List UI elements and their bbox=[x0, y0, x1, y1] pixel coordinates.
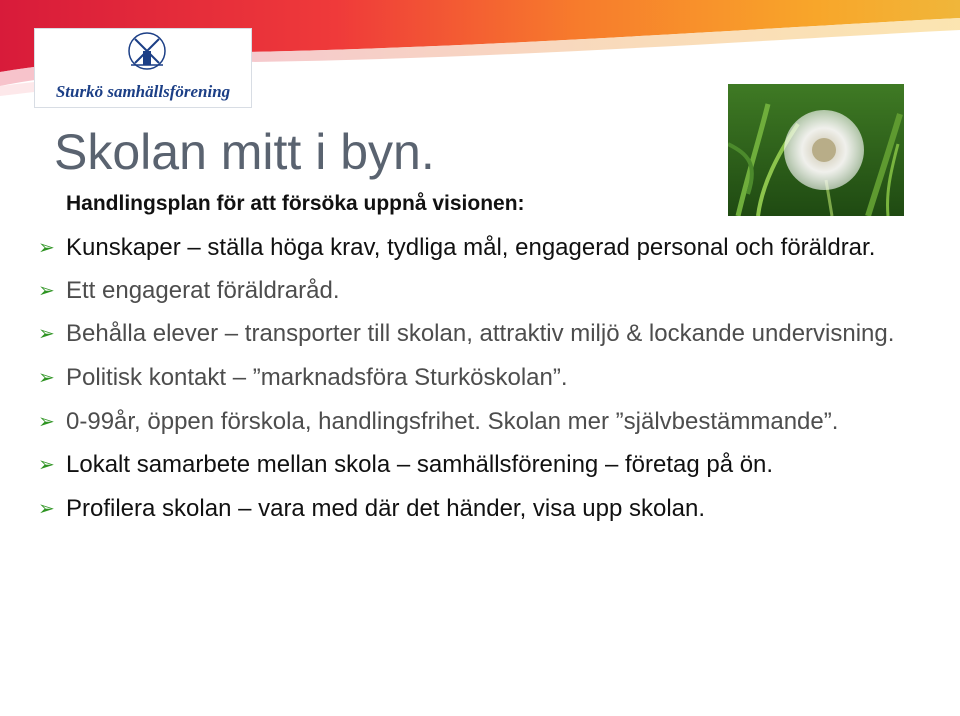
dandelion-photo bbox=[728, 84, 904, 216]
bullet-text: Politisk kontakt – ”marknadsföra Sturköskolan”. bbox=[66, 364, 568, 391]
arrow-bullet-icon: ➢ bbox=[38, 498, 55, 520]
arrow-bullet-icon: ➢ bbox=[38, 323, 55, 345]
bullet-text: Profilera skolan – vara med där det händer, visa upp skolan. bbox=[66, 495, 706, 522]
list-item bbox=[38, 447, 928, 483]
list-item bbox=[38, 230, 928, 266]
list-item bbox=[38, 404, 928, 440]
bullet-text: Lokalt samarbete mellan skola – samhällsförening – företag på ön. bbox=[66, 451, 774, 478]
windmill-icon bbox=[127, 31, 167, 71]
bullet-text: Ett engagerat föräldraråd. bbox=[66, 277, 340, 304]
bullet-text: Behålla elever – transporter till skolan, attraktiv miljö & lockande undervisning. bbox=[66, 320, 895, 347]
arrow-bullet-icon: ➢ bbox=[38, 454, 55, 476]
bullet-list bbox=[38, 230, 928, 527]
arrow-bullet-icon: ➢ bbox=[38, 367, 55, 389]
logo-text: Sturkö samhällsförening bbox=[55, 82, 231, 101]
bullet-text: Kunskaper – ställa höga krav, tydliga mål, engagerad personal och föräldrar. bbox=[66, 234, 876, 261]
logo bbox=[34, 28, 252, 108]
arrow-bullet-icon: ➢ bbox=[38, 237, 55, 259]
arrow-bullet-icon: ➢ bbox=[38, 411, 55, 433]
list-item bbox=[38, 316, 928, 352]
list-item bbox=[38, 360, 928, 396]
list-item bbox=[38, 491, 928, 527]
bullet-text: 0-99år, öppen förskola, handlingsfrihet. Skolan mer ”självbestämmande”. bbox=[66, 408, 839, 435]
list-item bbox=[38, 273, 928, 309]
slide-subtitle: Handlingsplan för att försöka uppnå visionen: bbox=[66, 192, 525, 215]
arrow-bullet-icon: ➢ bbox=[38, 280, 55, 302]
slide-title: Skolan mitt i byn. bbox=[54, 124, 435, 180]
